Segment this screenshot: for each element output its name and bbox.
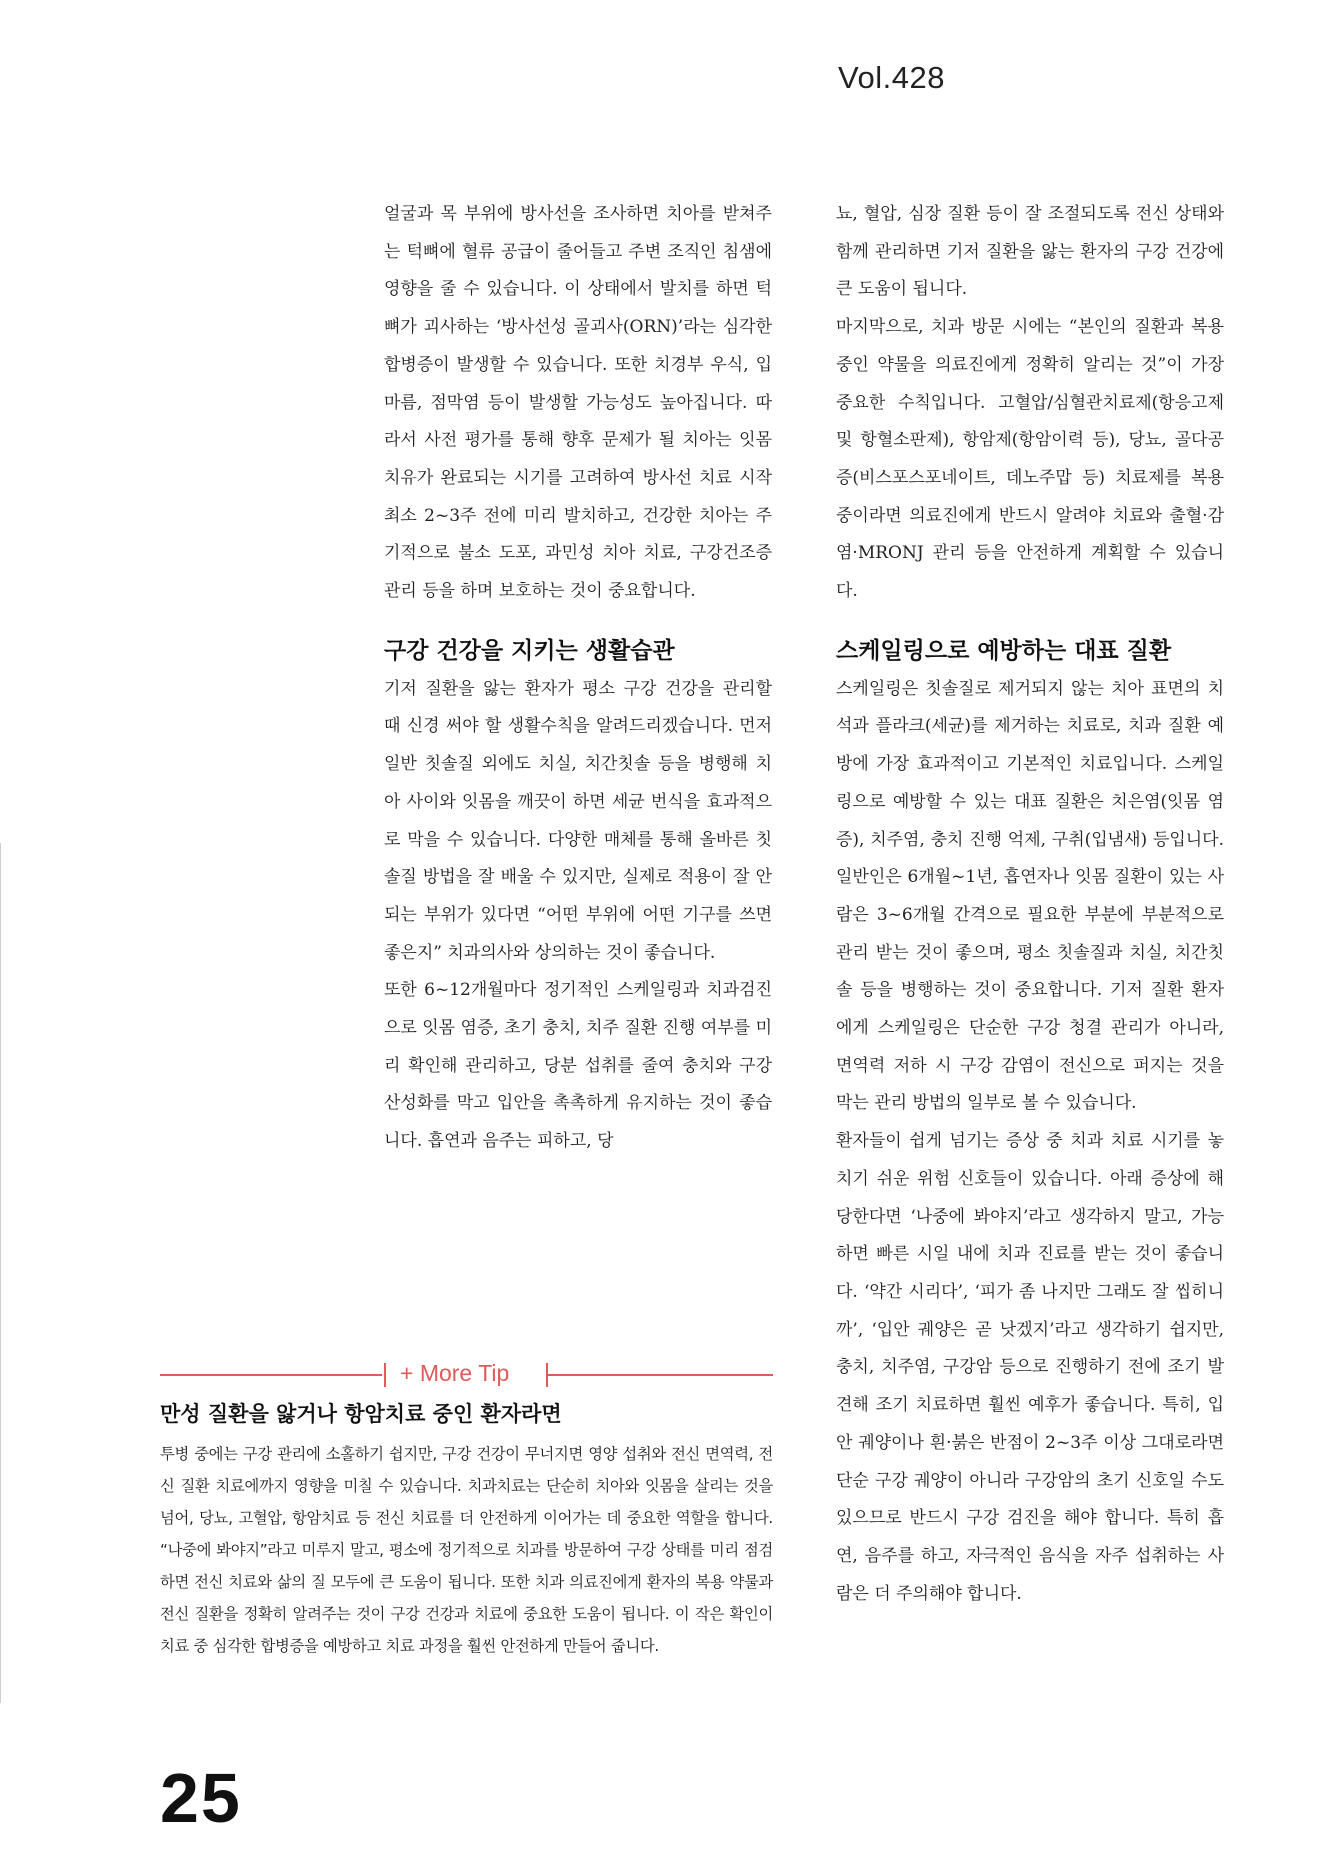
left-column bbox=[384, 196, 772, 1161]
intro-paragraph: 얼굴과 목 부위에 방사선을 조사하면 치아를 받쳐주는 턱뼈에 혈류 공급이 줄어들고 주변 조직인 침샘에 영향을 줄 수 있습니다. 이 상태에서 발치를 하면 턱뼈가 괴사하는 ‘방사선성 골괴사(ORN)’라는 심각한 합병증이 발생할 수 있습니다. 또한 치경부 우식, 입마름, 점막염 등이 발생할 가능성도 높아집니다. 따라서 사전 평가를 통해 향후 문제가 될 치아는 잇몸 치유가 완료되는 시기를 고려하여 방사선 치료 시작 최소 2~3주 전에 미리 발치하고, 건강한 치아는 주기적으로 불소 도포, 과민성 치아 치료, 구강건조증 관리 등을 하며 보호하는 것이 중요합니다. bbox=[384, 204, 772, 602]
more-tip-box bbox=[160, 1398, 773, 1662]
divider-rule-left bbox=[160, 1374, 382, 1376]
more-tip-label: + More Tip bbox=[400, 1360, 510, 1386]
right-paragraph-1: 뇨, 혈압, 심장 질환 등이 잘 조절되도록 전신 상태와 함께 관리하면 기저 질환을 앓는 환자의 구강 건강에 큰 도움이 됩니다. bbox=[836, 204, 1224, 300]
right-paragraph-2: 마지막으로, 치과 방문 시에는 “본인의 질환과 복용 중인 약물을 의료진에게 정확히 알리는 것”이 가장 중요한 수칙입니다. 고혈압/심혈관치료제(항응고제 및 항혈소판제), 항암제(항암이력 등), 당뇨, 골다공증(비스포스포네이트, 데노주맙 등) 치료제를 복용 중이라면 의료진에게 반드시 알려야 치료와 출혈·감염·MRONJ 관리 등을 안전하게 계획할 수 있습니다. bbox=[836, 317, 1224, 602]
divider-rule-right bbox=[548, 1374, 773, 1376]
section-title-lifestyle: 구강 건강을 지키는 생활습관 bbox=[384, 637, 675, 664]
more-tip-title: 만성 질환을 앓거나 항암치료 중인 환자라면 bbox=[160, 1402, 562, 1426]
more-tip-divider bbox=[160, 1362, 773, 1390]
scaling-paragraph-2: 환자들이 쉽게 넘기는 증상 중 치과 치료 시기를 놓치기 쉬운 위험 신호들이 있습니다. 아래 증상에 해당한다면 ‘나중에 봐야지’라고 생각하지 말고, 가능하면 빠른 시일 내에 치과 진료를 받는 것이 좋습니다. ‘약간 시리다’, ‘피가 좀 나지만 그래도 잘 씹히니까’, ‘입안 궤양은 곧 낫겠지’라고 생각하기 쉽지만, 충치, 치주염, 구강암 등으로 진행하기 전에 조기 발견해 조기 치료하면 훨씬 예후가 좋습니다. 특히, 입안 궤양이나 흰·붉은 반점이 2~3주 이상 그대로라면 단순 구강 궤양이 아니라 구강암의 초기 신호일 수도 있으므로 반드시 구강 검진을 해야 합니다. 특히 흡연, 음주를 하고, 자극적인 음식을 자주 섭취하는 사람은 더 주의해야 합니다. bbox=[836, 1131, 1224, 1604]
divider-tick-left bbox=[384, 1363, 386, 1387]
more-tip-text: 투병 중에는 구강 관리에 소홀하기 쉽지만, 구강 건강이 무너지면 영양 섭취와 전신 면역력, 전신 질환 치료에까지 영향을 미칠 수 있습니다. 치과치료는 단순히 치아와 잇몸을 살리는 것을 넘어, 당뇨, 고혈압, 항암치료 등 전신 치료를 더 안전하게 이어가는 데 중요한 역할을 합니다. “나중에 봐야지”라고 미루지 말고, 평소에 정기적으로 치과를 방문하여 구강 상태를 미리 점검하면 전신 치료와 삶의 질 모두에 큰 도움이 됩니다. 또한 치과 의료진에게 환자의 복용 약물과 전신 질환을 정확히 알려주는 것이 구강 건강과 치료에 중요한 도움이 됩니다. 이 작은 확인이 치료 중 심각한 합병증을 예방하고 치료 과정을 훨씬 안전하게 만들어 줍니다. bbox=[160, 1445, 773, 1655]
right-column bbox=[836, 196, 1224, 1613]
scaling-paragraph-1: 스케일링은 칫솔질로 제거되지 않는 치아 표면의 치석과 플라크(세균)를 제거하는 치료로, 치과 질환 예방에 가장 효과적이고 기본적인 치료입니다. 스케일링으로 예방할 수 있는 대표 질환은 치은염(잇몸 염증), 치주염, 충치 진행 억제, 구취(입냄새) 등입니다. 일반인은 6개월~1년, 흡연자나 잇몸 질환이 있는 사람은 3~6개월 간격으로 필요한 부분에 부분적으로 관리 받는 것이 좋으며, 평소 칫솔질과 치실, 치간칫솔 등을 병행하는 것이 중요합니다. 기저 질환 환자에게 스케일링은 단순한 구강 청결 관리가 아니라, 면역력 저하 시 구강 감염이 전신으로 퍼지는 것을 막는 관리 방법의 일부로 볼 수 있습니다. bbox=[836, 678, 1224, 1114]
section-title-scaling: 스케일링으로 예방하는 대표 질환 bbox=[836, 637, 1172, 664]
spacer bbox=[384, 611, 772, 631]
page-number: 25 bbox=[160, 1759, 242, 1837]
lifestyle-paragraph-1: 기저 질환을 앓는 환자가 평소 구강 건강을 관리할 때 신경 써야 할 생활수칙을 알려드리겠습니다. 먼저 일반 칫솔질 외에도 치실, 치간칫솔 등을 병행해 치아 사이와 잇몸을 깨끗이 하면 세균 번식을 효과적으로 막을 수 있습니다. 다양한 매체를 통해 올바른 칫솔질 방법을 잘 배울 수 있지만, 실제로 적용이 잘 안 되는 부위가 있다면 “어떤 부위에 어떤 기구를 쓰면 좋은지” 치과의사와 상의하는 것이 좋습니다. bbox=[384, 678, 772, 963]
lifestyle-paragraph-2: 또한 6~12개월마다 정기적인 스케일링과 치과검진으로 잇몸 염증, 초기 충치, 치주 질환 진행 여부를 미리 확인해 관리하고, 당분 섭취를 줄여 충치와 구강 산성화를 막고 입안을 촉촉하게 유지하는 것이 좋습니다. 흡연과 음주는 피하고, 당 bbox=[384, 980, 772, 1152]
volume-label: Vol.428 bbox=[838, 60, 945, 95]
margin-divider bbox=[0, 843, 1, 1703]
spacer bbox=[836, 611, 1224, 631]
